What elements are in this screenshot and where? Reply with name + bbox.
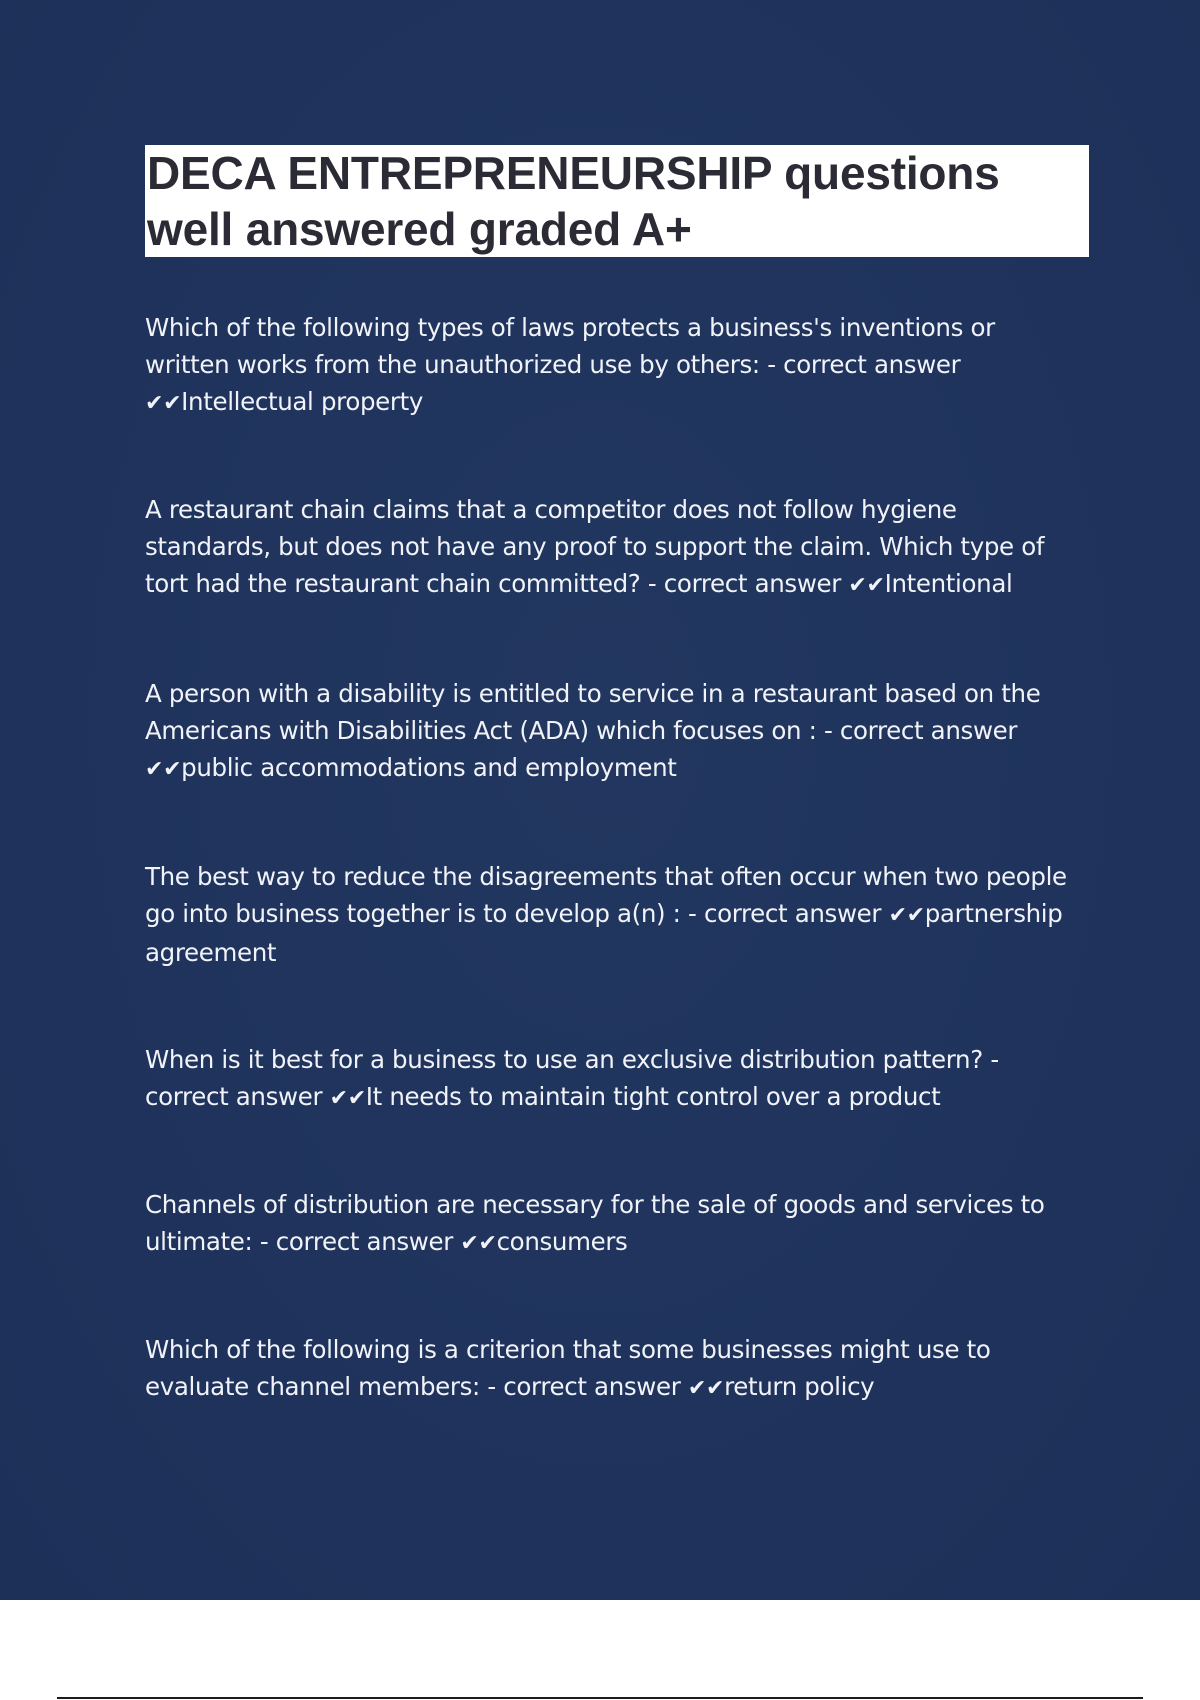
checkmark-icon: ✔✔ [848,573,885,598]
qa-item [145,1041,1075,1117]
answer-text: return policy [724,1372,875,1401]
answer-text: Intellectual property [181,387,424,416]
answer-text: consumers [496,1227,628,1256]
page-divider [57,1697,1143,1699]
question-text: A person with a disability is entitled to service in a restaurant based on the Americans with Disabilities Act (ADA) which focuses on : - correct answer [145,679,1041,745]
checkmark-icon: ✔✔ [329,1086,366,1111]
question-text: Which of the following is a criterion that some businesses might use to evaluate channel members: - correct answer [145,1335,991,1401]
document-title: DECA ENTREPRENEURSHIP questions well answered graded A+ [147,147,1000,255]
qa-item [145,858,1075,971]
checkmark-icon: ✔✔ [687,1376,725,1401]
qa-item [145,1186,1075,1262]
checkmark-icon: ✔✔ [145,757,182,782]
answer-text: public accommodations and employment [181,753,677,782]
title-box [145,145,1089,257]
answer-text: partnership agreement [145,899,1063,967]
question-text: The best way to reduce the disagreements that often occur when two people go into business together is to develop a(n) : - correct answer [145,862,1067,928]
question-text: Which of the following types of laws protects a business's inventions or written works from the unauthorized use by others: - correct answer [145,313,995,379]
question-text: A restaurant chain claims that a competitor does not follow hygiene standards, but does not have any proof to support the claim. Which type of tort had the restaurant chain committed? - correct answer [145,495,1045,598]
question-text: When is it best for a business to use an exclusive distribution pattern? - correct answer [145,1045,999,1111]
qa-item [145,491,1075,604]
answer-text: It needs to maintain tight control over a product [365,1082,941,1111]
qa-list [145,309,1075,1407]
answer-text: Intentional [884,569,1013,598]
qa-item [145,309,1075,422]
qa-item [145,1331,1075,1407]
checkmark-icon: ✔✔ [145,391,182,416]
question-text: Channels of distribution are necessary for the sale of goods and services to ultimate: - correct answer [145,1190,1045,1256]
checkmark-icon: ✔✔ [460,1231,497,1256]
qa-item [145,675,1075,788]
checkmark-icon: ✔✔ [888,903,925,928]
